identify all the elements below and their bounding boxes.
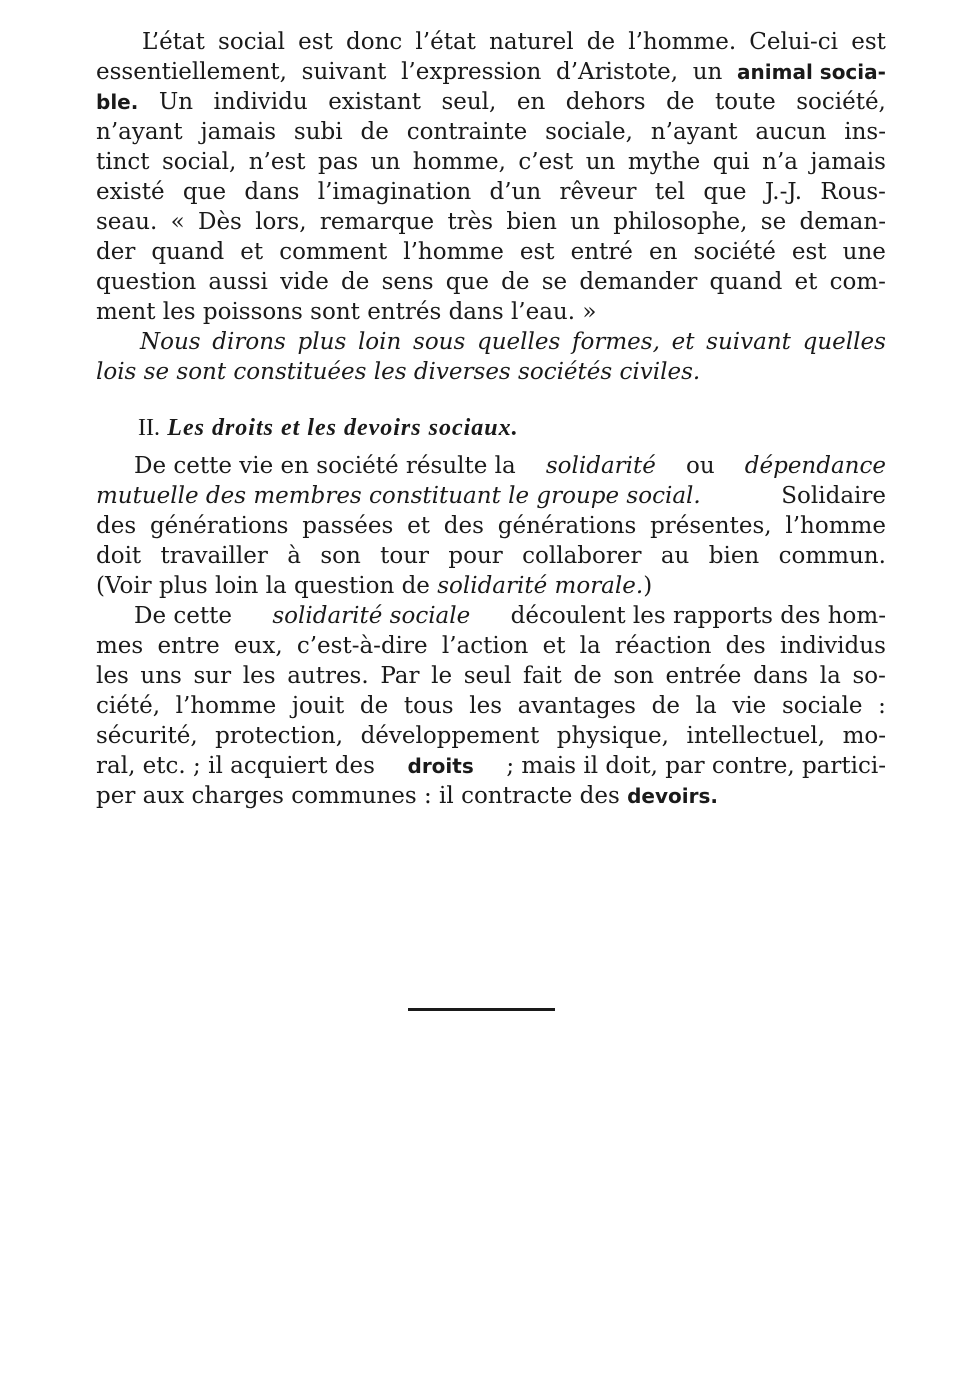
text-line	[96, 27, 886, 57]
word: aucun	[755, 119, 827, 145]
word: de	[651, 693, 680, 719]
text-run: ; mais il doit, par contre, partici-	[506, 753, 886, 779]
paragraph-etat-social	[96, 27, 886, 327]
word: qui	[712, 149, 750, 175]
word: un	[585, 149, 616, 175]
word: de	[501, 269, 530, 295]
word: seul,	[441, 89, 497, 115]
word: est	[298, 29, 333, 55]
word: un	[692, 59, 723, 85]
word: Rous-	[820, 179, 886, 205]
word: existé	[96, 179, 165, 205]
text-run: )	[643, 573, 653, 599]
word: Dès	[198, 209, 242, 235]
word: Un	[158, 89, 194, 115]
paragraph-rapports	[96, 601, 886, 811]
section-title: Les droits et les devoirs sociaux.	[167, 415, 519, 441]
word: réaction	[614, 633, 712, 659]
word: doit	[96, 543, 142, 569]
word: en	[516, 89, 546, 115]
bold-run: droits	[407, 754, 474, 778]
word: Nous	[140, 329, 201, 355]
text-run: De cette	[134, 603, 232, 629]
word: ciété,	[96, 693, 161, 719]
word: mythe	[627, 149, 701, 175]
word: sociale	[781, 693, 863, 719]
word: J.-J.	[764, 179, 803, 205]
word: et	[542, 633, 566, 659]
word: une	[842, 239, 886, 265]
word: et	[671, 329, 695, 355]
word: jamais	[810, 149, 886, 175]
word: sécurité,	[96, 723, 198, 749]
word: les	[469, 693, 503, 719]
word: c’est	[518, 149, 574, 175]
text-line: lois se sont constituées les diverses sociétés civiles.	[96, 359, 701, 385]
text-line	[96, 481, 886, 511]
word: de	[573, 663, 602, 689]
text-run: De cette vie en société résulte la	[134, 453, 516, 479]
word: de	[586, 29, 616, 55]
word: Celui-ci	[749, 29, 839, 55]
word: entré	[570, 239, 633, 265]
word: quelles	[477, 329, 561, 355]
word: formes,	[572, 329, 660, 355]
word: présentes,	[650, 513, 772, 539]
word: les	[96, 663, 129, 689]
word: c’est-à-dire	[296, 633, 428, 659]
word: tour	[380, 543, 430, 569]
word: seul	[463, 663, 512, 689]
word: subi	[293, 119, 343, 145]
word: contrainte	[406, 119, 528, 145]
word: tel	[654, 179, 686, 205]
word: uns	[140, 663, 182, 689]
word: quand	[151, 239, 225, 265]
word: que	[445, 269, 489, 295]
word: jouit	[291, 693, 345, 719]
word: plus	[297, 329, 347, 355]
text-run: Solidaire	[781, 483, 886, 509]
text-line	[96, 267, 886, 297]
word: est	[519, 239, 555, 265]
text-line	[96, 721, 886, 751]
word: physique,	[556, 723, 669, 749]
word: lors,	[255, 209, 307, 235]
bold-run: ble.	[96, 90, 139, 114]
word: l’action	[441, 633, 529, 659]
word: autres.	[287, 663, 369, 689]
word: la	[695, 693, 717, 719]
word: générations	[497, 513, 637, 539]
italic-run: solidarité morale.	[437, 573, 644, 599]
word: entrée	[665, 663, 742, 689]
text-line	[96, 147, 886, 177]
word: se	[541, 269, 568, 295]
word: philosophe,	[613, 209, 748, 235]
text-run: per aux charges communes : il contracte des	[96, 783, 620, 809]
word: question	[96, 269, 197, 295]
word: dehors	[565, 89, 646, 115]
word: individus	[779, 633, 886, 659]
text-line	[96, 541, 886, 571]
text-line	[96, 571, 886, 601]
word: L’état	[142, 29, 205, 55]
word: l’homme	[403, 239, 504, 265]
word: au	[660, 543, 690, 569]
word: entre	[157, 633, 220, 659]
word: d’Aristote,	[555, 59, 679, 85]
word: naturel	[489, 29, 574, 55]
word: jamais	[200, 119, 277, 145]
word: intellectuel,	[686, 723, 826, 749]
word: pas	[317, 149, 359, 175]
word: un	[370, 149, 401, 175]
word: et	[794, 269, 818, 295]
word: l’expression	[401, 59, 542, 85]
word: vie	[732, 693, 767, 719]
section-number: II.	[138, 415, 160, 441]
word: l’imagination	[317, 179, 472, 205]
word: :	[878, 693, 886, 719]
word: sous	[413, 329, 466, 355]
text-line: ment les poissons sont entrés dans l’eau. »	[96, 299, 597, 325]
word: aussi	[208, 269, 268, 295]
word: tous	[403, 693, 454, 719]
paragraph-nous-dirons	[96, 327, 886, 387]
word: avantages	[517, 693, 636, 719]
word: son	[613, 663, 654, 689]
word: com-	[829, 269, 886, 295]
word: suivant	[301, 59, 387, 85]
italic-run: solidarité	[545, 453, 656, 479]
paragraph-solidarite	[96, 451, 886, 601]
word: rêveur	[559, 179, 637, 205]
text-line	[96, 511, 886, 541]
word: commun.	[778, 543, 886, 569]
word: de	[666, 89, 695, 115]
word: n’ayant	[650, 119, 738, 145]
bold-run: animal socia-	[737, 60, 886, 84]
word: des	[725, 633, 766, 659]
text-run: (Voir plus loin la question de	[96, 573, 430, 599]
word: bien	[506, 209, 557, 235]
word: que	[703, 179, 747, 205]
word: pour	[448, 543, 503, 569]
word: Par	[380, 663, 420, 689]
word: sociale,	[545, 119, 633, 145]
word: l’état	[415, 29, 476, 55]
word: et	[240, 239, 264, 265]
word: en	[648, 239, 678, 265]
word: tinct	[96, 149, 150, 175]
word: travailler	[160, 543, 268, 569]
word: deman-	[799, 209, 886, 235]
text-line	[96, 661, 886, 691]
text-line	[96, 177, 886, 207]
word: mo-	[842, 723, 886, 749]
word: de	[360, 119, 389, 145]
word: l’homme	[785, 513, 886, 539]
text-line	[96, 327, 886, 357]
text-line	[96, 117, 886, 147]
word: essentiellement,	[96, 59, 287, 85]
word: existant	[328, 89, 421, 115]
word: l’homme	[175, 693, 277, 719]
text-line	[96, 87, 886, 117]
word: se	[760, 209, 787, 235]
word: est	[791, 239, 827, 265]
word: à	[287, 543, 301, 569]
word: quand	[709, 269, 783, 295]
word: dans	[753, 663, 809, 689]
word: protection,	[215, 723, 344, 749]
text-line	[96, 57, 886, 87]
word: homme,	[412, 149, 506, 175]
word: sur	[193, 663, 232, 689]
section-heading	[138, 413, 519, 443]
word: demander	[579, 269, 698, 295]
italic-run: solidarité sociale	[272, 603, 471, 629]
word: générations	[149, 513, 289, 539]
word: social	[218, 29, 286, 55]
word: ins-	[844, 119, 886, 145]
text-line	[96, 601, 886, 631]
text-line	[96, 237, 886, 267]
text-line	[96, 451, 886, 481]
word: vide	[280, 269, 329, 295]
word: un	[570, 209, 600, 235]
word: individu	[213, 89, 308, 115]
word: que	[182, 179, 227, 205]
word: des	[96, 513, 137, 539]
word: eux,	[233, 633, 283, 659]
italic-run: mutuelle des membres constituant le groupe social.	[96, 483, 701, 509]
italic-run: dépendance	[744, 453, 886, 479]
word: dans	[244, 179, 300, 205]
word: seau.	[96, 209, 158, 235]
text-run: ou	[685, 453, 715, 479]
word: très	[447, 209, 494, 235]
word: son	[320, 543, 361, 569]
word: de	[341, 269, 370, 295]
text-line	[96, 207, 886, 237]
word: suivant	[706, 329, 791, 355]
word: fait	[522, 663, 562, 689]
word: d’un	[489, 179, 542, 205]
word: remarque	[319, 209, 435, 235]
word: «	[170, 209, 185, 235]
word: bien	[708, 543, 760, 569]
word: des	[443, 513, 484, 539]
text-line	[96, 751, 886, 781]
word: der	[96, 239, 136, 265]
word: la	[579, 633, 601, 659]
word: n’ayant	[96, 119, 183, 145]
word: comment	[279, 239, 388, 265]
word: les	[242, 663, 276, 689]
word: société	[693, 239, 776, 265]
word: développement	[360, 723, 540, 749]
word: mes	[96, 633, 144, 659]
word: de	[359, 693, 389, 719]
word: collaborer	[522, 543, 642, 569]
word: loin	[357, 329, 402, 355]
text-line	[96, 691, 886, 721]
word: société,	[796, 89, 886, 115]
word: et	[407, 513, 430, 539]
word: l’homme.	[628, 29, 737, 55]
word: est	[851, 29, 886, 55]
word: so-	[852, 663, 886, 689]
word: le	[431, 663, 453, 689]
text-run: ral, etc. ; il acquiert des	[96, 753, 375, 779]
word: dirons	[212, 329, 286, 355]
word: social,	[162, 149, 237, 175]
bold-run: devoirs.	[627, 784, 718, 808]
word: sens	[381, 269, 434, 295]
text-line	[96, 781, 886, 811]
word: passées	[302, 513, 394, 539]
word: donc	[346, 29, 403, 55]
word: la	[819, 663, 841, 689]
end-rule	[408, 1008, 555, 1011]
word: n’a	[762, 149, 798, 175]
text-run: découlent les rapports des hom-	[510, 603, 886, 629]
word: n’est	[248, 149, 306, 175]
text-line	[96, 631, 886, 661]
word: toute	[714, 89, 776, 115]
word: quelles	[802, 329, 886, 355]
